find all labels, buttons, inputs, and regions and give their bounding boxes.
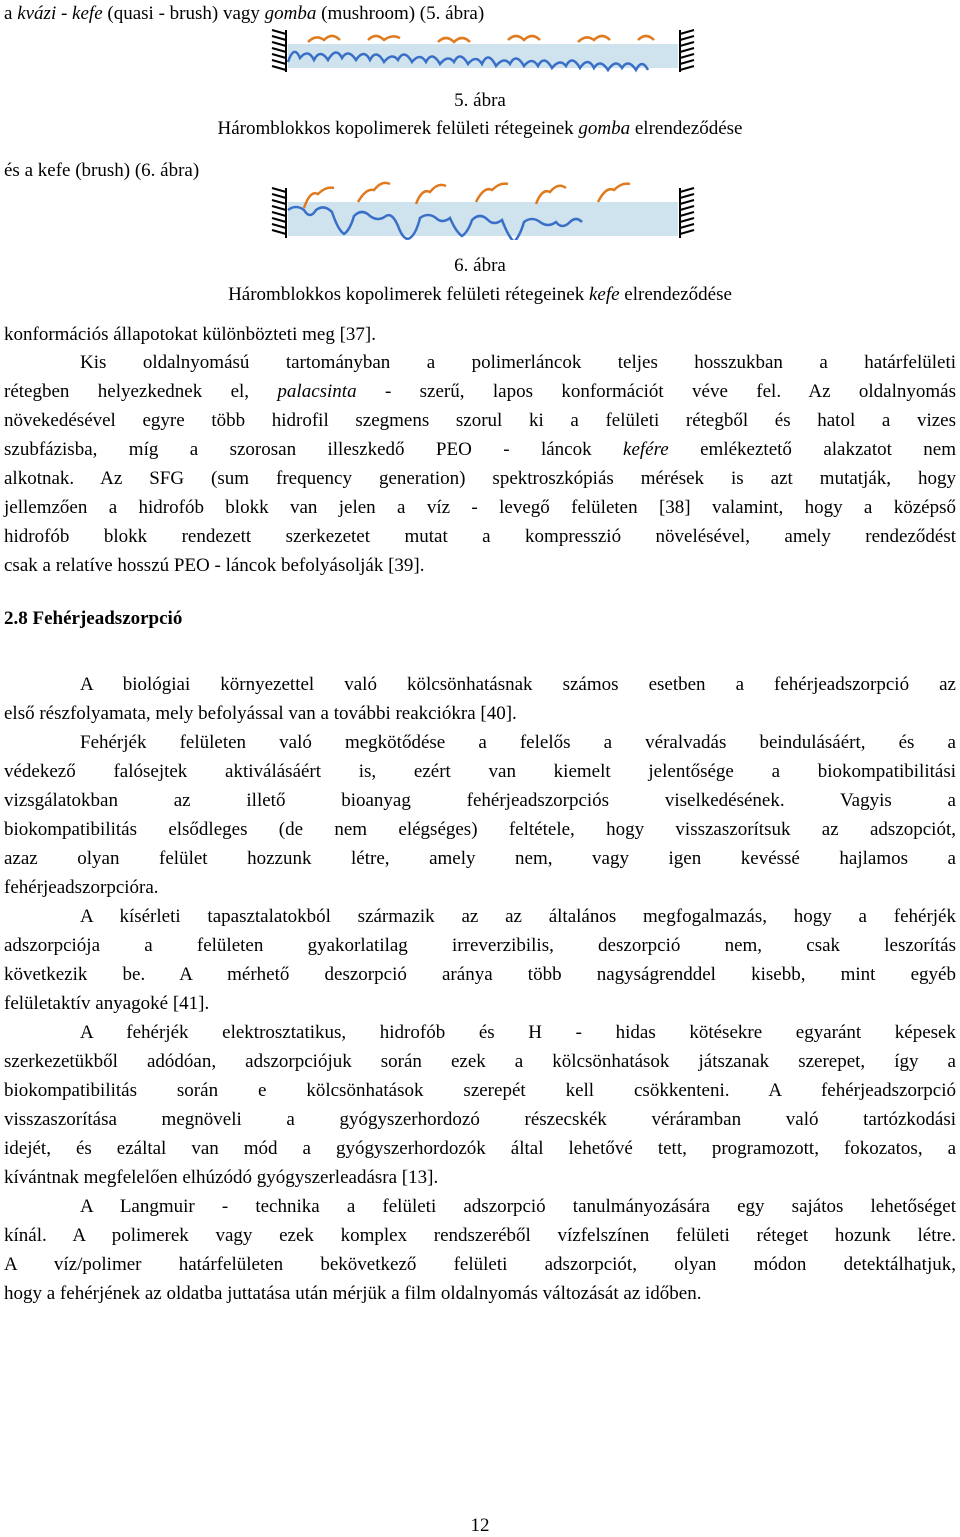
figure-6-brush-diagram: [268, 180, 698, 240]
paragraph-line: A biológiai környezettel való kölcsönhatásnak számos esetben a fehérjeadszorpció az: [80, 674, 956, 695]
paragraph-line: kínál. A polimerek vagy ezek komplex rendszeréből vízfelszínen felületi réteget hozunk létre.: [4, 1225, 956, 1246]
paragraph-line: A víz/polimer határfelületen bekövetkező felületi adszorpciót, olyan módon detektálhatjuk,: [4, 1254, 956, 1275]
paragraph-line: következik be. A mérhető deszorpció aránya több nagyságrenddel kisebb, mint egyéb: [4, 964, 956, 985]
left-wall: [272, 188, 286, 238]
page-number: 12: [470, 1515, 490, 1536]
intro-line: a kvázi - kefe (quasi - brush) vagy gomba (mushroom) (5. ábra): [4, 3, 485, 24]
paragraph-line: konformációs állapotokat különbözteti meg [37].: [4, 324, 376, 345]
figure-6-number: 6. ábra: [454, 255, 506, 276]
right-wall: [680, 188, 694, 238]
paragraph-line: azaz olyan felület hozzunk létre, amely nem, vagy igen kevéssé hajlamos a: [4, 848, 956, 869]
paragraph-line: védekező falósejtek aktiválásáért is, ezért van kiemelt jelentősége a biokompatibilitási: [4, 761, 956, 782]
paragraph-line: rétegben helyezkednek el, palacsinta - szerű, lapos konformációt véve fel. Az oldalnyomás: [4, 381, 956, 402]
paragraph-line: A fehérjék elektrosztatikus, hidrofób és H - hidas kötésekre egyaránt képesek: [80, 1022, 956, 1043]
paragraph-line: A kísérleti tapasztalatokból származik az az általános megfogalmazás, hogy a fehérjék: [80, 906, 956, 927]
paragraph-line: felületaktív anyagoké [41].: [4, 993, 210, 1014]
paragraph-line: visszaszorítása megnöveli a gyógyszerhordozó részecskék véráramban való tartózkodási: [4, 1109, 956, 1130]
paragraph-line: vizsgálatokban az illető bioanyag fehérjeadszorpciós viselkedésének. Vagyis a: [4, 790, 956, 811]
paragraph-line: csak a relatíve hosszú PEO - láncok befolyásolják [39].: [4, 555, 425, 576]
paragraph-line: A Langmuir - technika a felületi adszorpció tanulmányozására egy sajátos lehetőséget: [80, 1196, 956, 1217]
paragraph-line: fehérjeadszorpcióra.: [4, 877, 159, 898]
paragraph-line: kívántnak megfelelően elhúzódó gyógyszerleadásra [13].: [4, 1167, 439, 1188]
figure-6-caption: Háromblokkos kopolimerek felületi rétegeinek kefe elrendeződése: [228, 284, 732, 305]
paragraph-line: hogy a fehérjének az oldatba juttatása után mérjük a film oldalnyomás változását az időben.: [4, 1283, 702, 1304]
paragraph-line: első részfolyamata, mely befolyással van a további reakciókra [40].: [4, 703, 517, 724]
paragraph-line: idejét, és ezáltal van mód a gyógyszerhordozók által lehetővé tett, programozott, fokozatos, a: [4, 1138, 956, 1159]
hydrophilic-chain: [308, 36, 654, 42]
paragraph-line: biokompatibilitás elsődleges (de nem elégséges) feltétele, hogy visszaszorítsuk az adszopciót,: [4, 819, 956, 840]
paragraph-line: alkotnak. Az SFG (sum frequency generation) spektroszkópiás mérések is azt mutatják, hogy: [4, 468, 956, 489]
paragraph-line: növekedésével egyre több hidrofil szegmens szorul ki a felületi rétegből és hatol a vizes: [4, 410, 956, 431]
paragraph-line: Fehérjék felületen való megkötődése a felelős a véralvadás beindulásáért, és a: [80, 732, 956, 753]
figure-5-number: 5. ábra: [454, 90, 506, 111]
figure-5-mushroom-diagram: [268, 28, 698, 74]
brush-line: és a kefe (brush) (6. ábra): [4, 160, 200, 181]
figure-5-caption: Háromblokkos kopolimerek felületi rétegeinek gomba elrendeződése: [217, 118, 743, 139]
paragraph-line: szerkezetükből adódóan, adszorpciójuk során ezek a kölcsönhatások játszanak szerepet, így a: [4, 1051, 956, 1072]
section-heading: 2.8 Fehérjeadszorpció: [4, 608, 183, 629]
paragraph-line: jellemzően a hidrofób blokk van jelen a víz - levegő felületen [38] valamint, hogy a középső: [4, 497, 956, 518]
paragraph-line: Kis oldalnyomású tartományban a polimerláncok teljes hosszukban a határfelületi: [80, 352, 956, 373]
paragraph-line: hidrofób blokk rendezett szerkezetet mutat a kompresszió növelésével, amely rendeződést: [4, 526, 956, 547]
right-wall: [680, 30, 694, 72]
left-wall: [272, 30, 286, 72]
paragraph-line: adszorpciója a felületen gyakorlatilag irreverzibilis, deszorpció nem, csak leszorítás: [4, 935, 956, 956]
paragraph-line: szubfázisba, míg a szorosan illeszkedő PEO - láncok kefére emlékeztető alakzatot nem: [4, 439, 957, 460]
paragraph-line: biokompatibilitás során e kölcsönhatások szerepét kell csökkenteni. A fehérjeadszorpció: [4, 1080, 956, 1101]
